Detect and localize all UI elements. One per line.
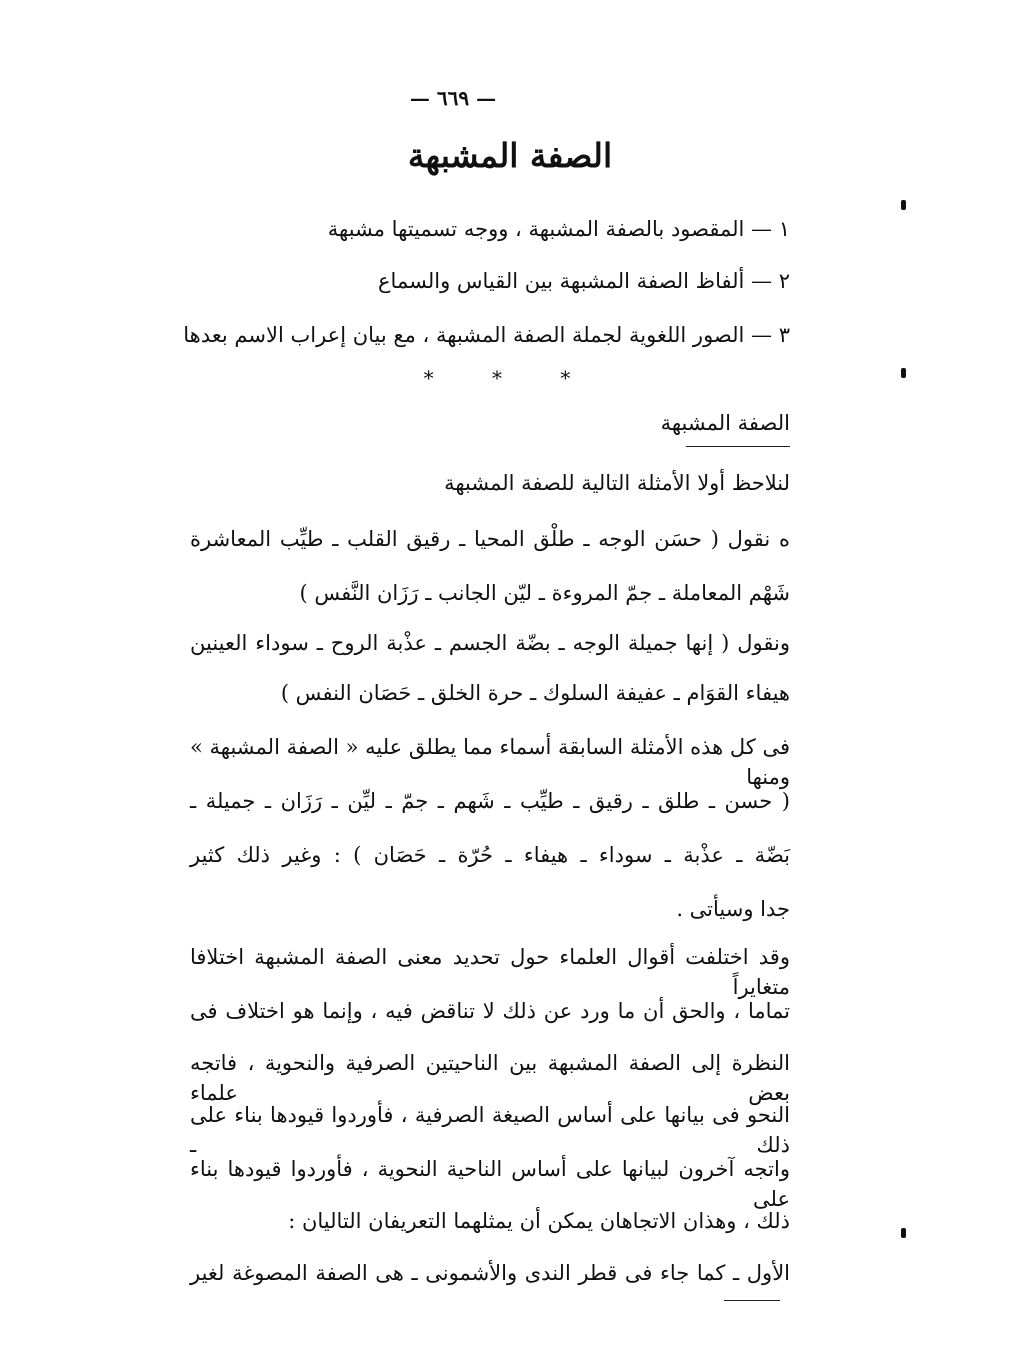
body-line: النحو فى بيانها على أساس الصيغة الصرفية ، فأوردوا قيودها بناء على ذلك ـ (190, 1103, 790, 1157)
body-line: النظرة إلى الصفة المشبهة بين الناحيتين الصرفية والنحوية ، فاتجه بعض علماء (190, 1051, 790, 1105)
outline-item-3: ٣ — الصور اللغوية لجملة الصفة المشبهة ، مع بيان إعراب الاسم بعدها (183, 323, 790, 347)
body-line: شَهْم المعاملة ـ جمّ المروءة ـ ليّن الجانب ـ رَزَان النَّفس ) (299, 581, 790, 605)
page-number: — ٦٦٩ — (409, 86, 497, 110)
body-line: ذلك ، وهذان الاتجاهان يمكن أن يمثلهما التعريفان التاليان : (288, 1209, 790, 1233)
separator-stars: * * * (423, 366, 597, 390)
section-heading: الصفة المشبهة (660, 411, 790, 435)
body-line: ه نقول ( حسَن الوجه ـ طلْق المحيا ـ رقيق القلب ـ طيِّب المعاشرة (190, 527, 790, 551)
body-line: فى كل هذه الأمثلة السابقة أسماء مما يطلق عليه « الصفة المشبهة » ومنها (190, 735, 790, 789)
body-line: جدا وسيأتى . (676, 897, 790, 921)
section-heading-underline (686, 446, 790, 447)
scan-edge-mark (901, 1228, 906, 1238)
body-line: تماما ، والحق أن ما ورد عن ذلك لا تناقض فيه ، وإنما هو اختلاف فى (190, 999, 790, 1023)
scan-edge-mark (901, 200, 906, 210)
scan-edge-mark (901, 368, 906, 378)
outline-item-1: ١ — المقصود بالصفة المشبهة ، ووجه تسميتها مشبهة (327, 217, 790, 241)
chapter-title: الصفة المشبهة (407, 136, 613, 175)
body-line: الأول ـ كما جاء فى قطر الندى والأشمونى ـ هى الصفة المصوغة لغير (190, 1261, 790, 1285)
body-line: ( حسن ـ طلق ـ رقيق ـ طيِّب ـ شَهم ـ جمّ ـ ليِّن ـ رَزَان ـ جميلة ـ (190, 789, 790, 813)
body-line: وقد اختلفت أقوال العلماء حول تحديد معنى الصفة المشبهة اختلافا متغايراً (190, 945, 790, 999)
body-line: ونقول ( إنها جميلة الوجه ـ بضّة الجسم ـ عذْبة الروح ـ سوداء العينين (190, 631, 790, 655)
body-line: لنلاحظ أولا الأمثلة التالية للصفة المشبهة (444, 471, 790, 495)
body-line: واتجه آخرون لبيانها على أساس الناحية النحوية ، فأوردوا قيودها بناء على (190, 1157, 790, 1211)
body-line: بَضّة ـ عذْبة ـ سوداء ـ هيفاء ـ حُرّة ـ حَصَان ) : وغير ذلك كثير (190, 843, 790, 867)
footnote-rule (724, 1300, 780, 1301)
outline-item-2: ٢ — ألفاظ الصفة المشبهة بين القياس والسماع (378, 269, 790, 293)
body-line: هيفاء القوَام ـ عفيفة السلوك ـ حرة الخلق ـ حَصَان النفس ) (280, 681, 790, 705)
